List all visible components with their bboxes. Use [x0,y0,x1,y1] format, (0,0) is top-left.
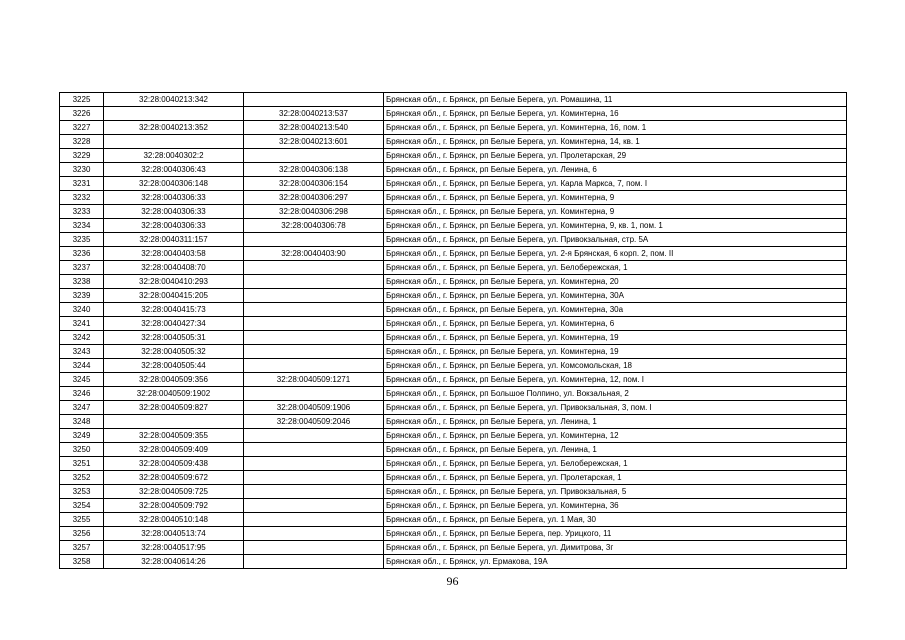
table-row [60,135,847,149]
cadastral-number-cell: 32:28:0040306:33 [104,191,244,205]
row-number-cell: 3240 [60,303,104,317]
building-cadastral-number-cell [244,303,384,317]
table-row [60,303,847,317]
address-cell: Брянская обл., г. Брянск, рп Белые Берега, ул. Коминтерна, 19 [384,345,847,359]
row-number-cell: 3245 [60,373,104,387]
table-row [60,163,847,177]
cadastral-number-cell: 32:28:0040302:2 [104,149,244,163]
cadastral-number-cell: 32:28:0040509:672 [104,471,244,485]
address-cell: Брянская обл., г. Брянск, рп Белые Берега, ул. Коминтерна, 9, кв. 1, пом. 1 [384,219,847,233]
table-row [60,345,847,359]
address-cell: Брянская обл., г. Брянск, рп Белые Берега, ул. Коминтерна, 9 [384,191,847,205]
address-cell: Брянская обл., г. Брянск, рп Белые Берега, ул. Ленина, 6 [384,163,847,177]
building-cadastral-number-cell [244,457,384,471]
building-cadastral-number-cell: 32:28:0040509:2046 [244,415,384,429]
table-row [60,177,847,191]
cadastral-number-cell: 32:28:0040408:70 [104,261,244,275]
cadastral-number-cell: 32:28:0040509:1902 [104,387,244,401]
building-cadastral-number-cell [244,471,384,485]
table-row [60,443,847,457]
table-row [60,149,847,163]
address-cell: Брянская обл., г. Брянск, рп Белые Берега, ул. Коминтерна, 19 [384,331,847,345]
address-cell: Брянская обл., г. Брянск, рп Большое Полпино, ул. Вокзальная, 2 [384,387,847,401]
row-number-cell: 3227 [60,121,104,135]
building-cadastral-number-cell: 32:28:0040306:154 [244,177,384,191]
cadastral-number-cell: 32:28:0040410:293 [104,275,244,289]
row-number-cell: 3236 [60,247,104,261]
cadastral-number-cell: 32:28:0040306:43 [104,163,244,177]
table-row [60,247,847,261]
row-number-cell: 3243 [60,345,104,359]
table-row [60,331,847,345]
address-cell: Брянская обл., г. Брянск, рп Белые Берега, ул. Ленина, 1 [384,415,847,429]
address-cell: Брянская обл., г. Брянск, рп Белые Берега, ул. Коминтерна, 12, пом. I [384,373,847,387]
table-row [60,233,847,247]
address-cell: Брянская обл., г. Брянск, рп Белые Берега, ул. Димитрова, 3г [384,541,847,555]
building-cadastral-number-cell [244,317,384,331]
row-number-cell: 3247 [60,401,104,415]
address-cell: Брянская обл., г. Брянск, рп Белые Берега, ул. Карла Маркса, 7, пом. I [384,177,847,191]
row-number-cell: 3258 [60,555,104,569]
cadastral-number-cell: 32:28:0040509:438 [104,457,244,471]
table-row [60,261,847,275]
cadastral-number-cell: 32:28:0040509:356 [104,373,244,387]
cadastral-number-cell: 32:28:0040306:33 [104,205,244,219]
building-cadastral-number-cell: 32:28:0040213:601 [244,135,384,149]
row-number-cell: 3242 [60,331,104,345]
building-cadastral-number-cell [244,555,384,569]
building-cadastral-number-cell [244,429,384,443]
building-cadastral-number-cell: 32:28:0040213:540 [244,121,384,135]
address-cell: Брянская обл., г. Брянск, рп Белые Берега, ул. Коминтерна, 36 [384,499,847,513]
table-row [60,401,847,415]
address-cell: Брянская обл., г. Брянск, рп Белые Берега, ул. Комсомольская, 18 [384,359,847,373]
table-row [60,93,847,107]
building-cadastral-number-cell [244,513,384,527]
cadastral-number-cell: 32:28:0040213:352 [104,121,244,135]
row-number-cell: 3249 [60,429,104,443]
address-cell: Брянская обл., г. Брянск, рп Белые Берега, ул. Белобережская, 1 [384,261,847,275]
building-cadastral-number-cell: 32:28:0040509:1906 [244,401,384,415]
cadastral-number-cell: 32:28:0040509:725 [104,485,244,499]
table-row [60,541,847,555]
address-cell: Брянская обл., г. Брянск, рп Белые Берега, ул. Коминтерна, 14, кв. 1 [384,135,847,149]
row-number-cell: 3235 [60,233,104,247]
building-cadastral-number-cell [244,387,384,401]
building-cadastral-number-cell: 32:28:0040213:537 [244,107,384,121]
row-number-cell: 3230 [60,163,104,177]
building-cadastral-number-cell [244,541,384,555]
address-cell: Брянская обл., г. Брянск, рп Белые Берега, ул. Ромашина, 11 [384,93,847,107]
row-number-cell: 3229 [60,149,104,163]
address-cell: Брянская обл., г. Брянск, рп Белые Берега, ул. Коминтерна, 30а [384,303,847,317]
table-row [60,289,847,303]
registry-table-body [60,93,847,569]
table-row [60,527,847,541]
table-row [60,457,847,471]
row-number-cell: 3241 [60,317,104,331]
address-cell: Брянская обл., г. Брянск, ул. Ермакова, 19А [384,555,847,569]
building-cadastral-number-cell [244,275,384,289]
cadastral-number-cell: 32:28:0040306:148 [104,177,244,191]
table-row [60,387,847,401]
building-cadastral-number-cell: 32:28:0040306:298 [244,205,384,219]
row-number-cell: 3232 [60,191,104,205]
cadastral-number-cell [104,135,244,149]
address-cell: Брянская обл., г. Брянск, рп Белые Берега, ул. 2-я Брянская, 6 корп. 2, пом. II [384,247,847,261]
table-row [60,429,847,443]
row-number-cell: 3250 [60,443,104,457]
building-cadastral-number-cell [244,289,384,303]
building-cadastral-number-cell: 32:28:0040306:138 [244,163,384,177]
address-cell: Брянская обл., г. Брянск, рп Белые Берега, ул. 1 Мая, 30 [384,513,847,527]
table-row [60,205,847,219]
row-number-cell: 3238 [60,275,104,289]
building-cadastral-number-cell [244,527,384,541]
row-number-cell: 3231 [60,177,104,191]
table-row [60,359,847,373]
address-cell: Брянская обл., г. Брянск, рп Белые Берега, ул. Коминтерна, 30А [384,289,847,303]
cadastral-number-cell: 32:28:0040505:31 [104,331,244,345]
table-row [60,121,847,135]
table-row [60,471,847,485]
row-number-cell: 3253 [60,485,104,499]
address-cell: Брянская обл., г. Брянск, рп Белые Берега, ул. Пролетарская, 29 [384,149,847,163]
building-cadastral-number-cell: 32:28:0040306:297 [244,191,384,205]
address-cell: Брянская обл., г. Брянск, рп Белые Берега, ул. Коминтерна, 16, пом. 1 [384,121,847,135]
cadastral-number-cell: 32:28:0040505:44 [104,359,244,373]
row-number-cell: 3256 [60,527,104,541]
table-row [60,107,847,121]
row-number-cell: 3254 [60,499,104,513]
cadastral-number-cell [104,415,244,429]
row-number-cell: 3225 [60,93,104,107]
cadastral-number-cell: 32:28:0040505:32 [104,345,244,359]
building-cadastral-number-cell [244,359,384,373]
table-row [60,485,847,499]
address-cell: Брянская обл., г. Брянск, рп Белые Берега, ул. Коминтерна, 16 [384,107,847,121]
row-number-cell: 3233 [60,205,104,219]
address-cell: Брянская обл., г. Брянск, рп Белые Берега, ул. Коминтерна, 20 [384,275,847,289]
table-row [60,191,847,205]
cadastral-number-cell: 32:28:0040415:73 [104,303,244,317]
address-cell: Брянская обл., г. Брянск, рп Белые Берега, ул. Коминтерна, 6 [384,317,847,331]
building-cadastral-number-cell [244,233,384,247]
cadastral-number-cell: 32:28:0040517:95 [104,541,244,555]
row-number-cell: 3248 [60,415,104,429]
table-row [60,415,847,429]
cadastral-number-cell: 32:28:0040213:342 [104,93,244,107]
row-number-cell: 3234 [60,219,104,233]
cadastral-number-cell: 32:28:0040509:792 [104,499,244,513]
cadastral-number-cell: 32:28:0040311:157 [104,233,244,247]
table-row [60,513,847,527]
row-number-cell: 3226 [60,107,104,121]
cadastral-number-cell: 32:28:0040513:74 [104,527,244,541]
address-cell: Брянская обл., г. Брянск, рп Белые Берега, ул. Коминтерна, 9 [384,205,847,219]
cadastral-number-cell: 32:28:0040306:33 [104,219,244,233]
address-cell: Брянская обл., г. Брянск, рп Белые Берега, ул. Привокзальная, стр. 5А [384,233,847,247]
building-cadastral-number-cell: 32:28:0040509:1271 [244,373,384,387]
table-row [60,373,847,387]
address-cell: Брянская обл., г. Брянск, рп Белые Берега, ул. Привокзальная, 5 [384,485,847,499]
row-number-cell: 3255 [60,513,104,527]
building-cadastral-number-cell: 32:28:0040306:78 [244,219,384,233]
address-cell: Брянская обл., г. Брянск, рп Белые Берега, ул. Коминтерна, 12 [384,429,847,443]
building-cadastral-number-cell [244,443,384,457]
row-number-cell: 3252 [60,471,104,485]
building-cadastral-number-cell [244,485,384,499]
cadastral-number-cell: 32:28:0040403:58 [104,247,244,261]
row-number-cell: 3251 [60,457,104,471]
cadastral-number-cell: 32:28:0040415:205 [104,289,244,303]
cadastral-number-cell: 32:28:0040427:34 [104,317,244,331]
address-cell: Брянская обл., г. Брянск, рп Белые Берега, ул. Белобережская, 1 [384,457,847,471]
table-row [60,317,847,331]
address-cell: Брянская обл., г. Брянск, рп Белые Берега, ул. Ленина, 1 [384,443,847,457]
row-number-cell: 3237 [60,261,104,275]
address-cell: Брянская обл., г. Брянск, рп Белые Берега, ул. Пролетарская, 1 [384,471,847,485]
row-number-cell: 3246 [60,387,104,401]
cadastral-number-cell [104,107,244,121]
row-number-cell: 3228 [60,135,104,149]
building-cadastral-number-cell: 32:28:0040403:90 [244,247,384,261]
property-registry-table [59,92,847,569]
table-row [60,275,847,289]
cadastral-number-cell: 32:28:0040510:148 [104,513,244,527]
row-number-cell: 3244 [60,359,104,373]
row-number-cell: 3257 [60,541,104,555]
building-cadastral-number-cell [244,261,384,275]
cadastral-number-cell: 32:28:0040509:355 [104,429,244,443]
cadastral-number-cell: 32:28:0040509:409 [104,443,244,457]
page-number: 96 [446,574,459,588]
building-cadastral-number-cell [244,93,384,107]
address-cell: Брянская обл., г. Брянск, рп Белые Берега, пер. Урицкого, 11 [384,527,847,541]
row-number-cell: 3239 [60,289,104,303]
address-cell: Брянская обл., г. Брянск, рп Белые Берега, ул. Привокзальная, 3, пом. I [384,401,847,415]
cadastral-number-cell: 32:28:0040614:26 [104,555,244,569]
building-cadastral-number-cell [244,345,384,359]
table-row [60,555,847,569]
building-cadastral-number-cell [244,331,384,345]
building-cadastral-number-cell [244,499,384,513]
table-row [60,499,847,513]
building-cadastral-number-cell [244,149,384,163]
cadastral-number-cell: 32:28:0040509:827 [104,401,244,415]
table-row [60,219,847,233]
